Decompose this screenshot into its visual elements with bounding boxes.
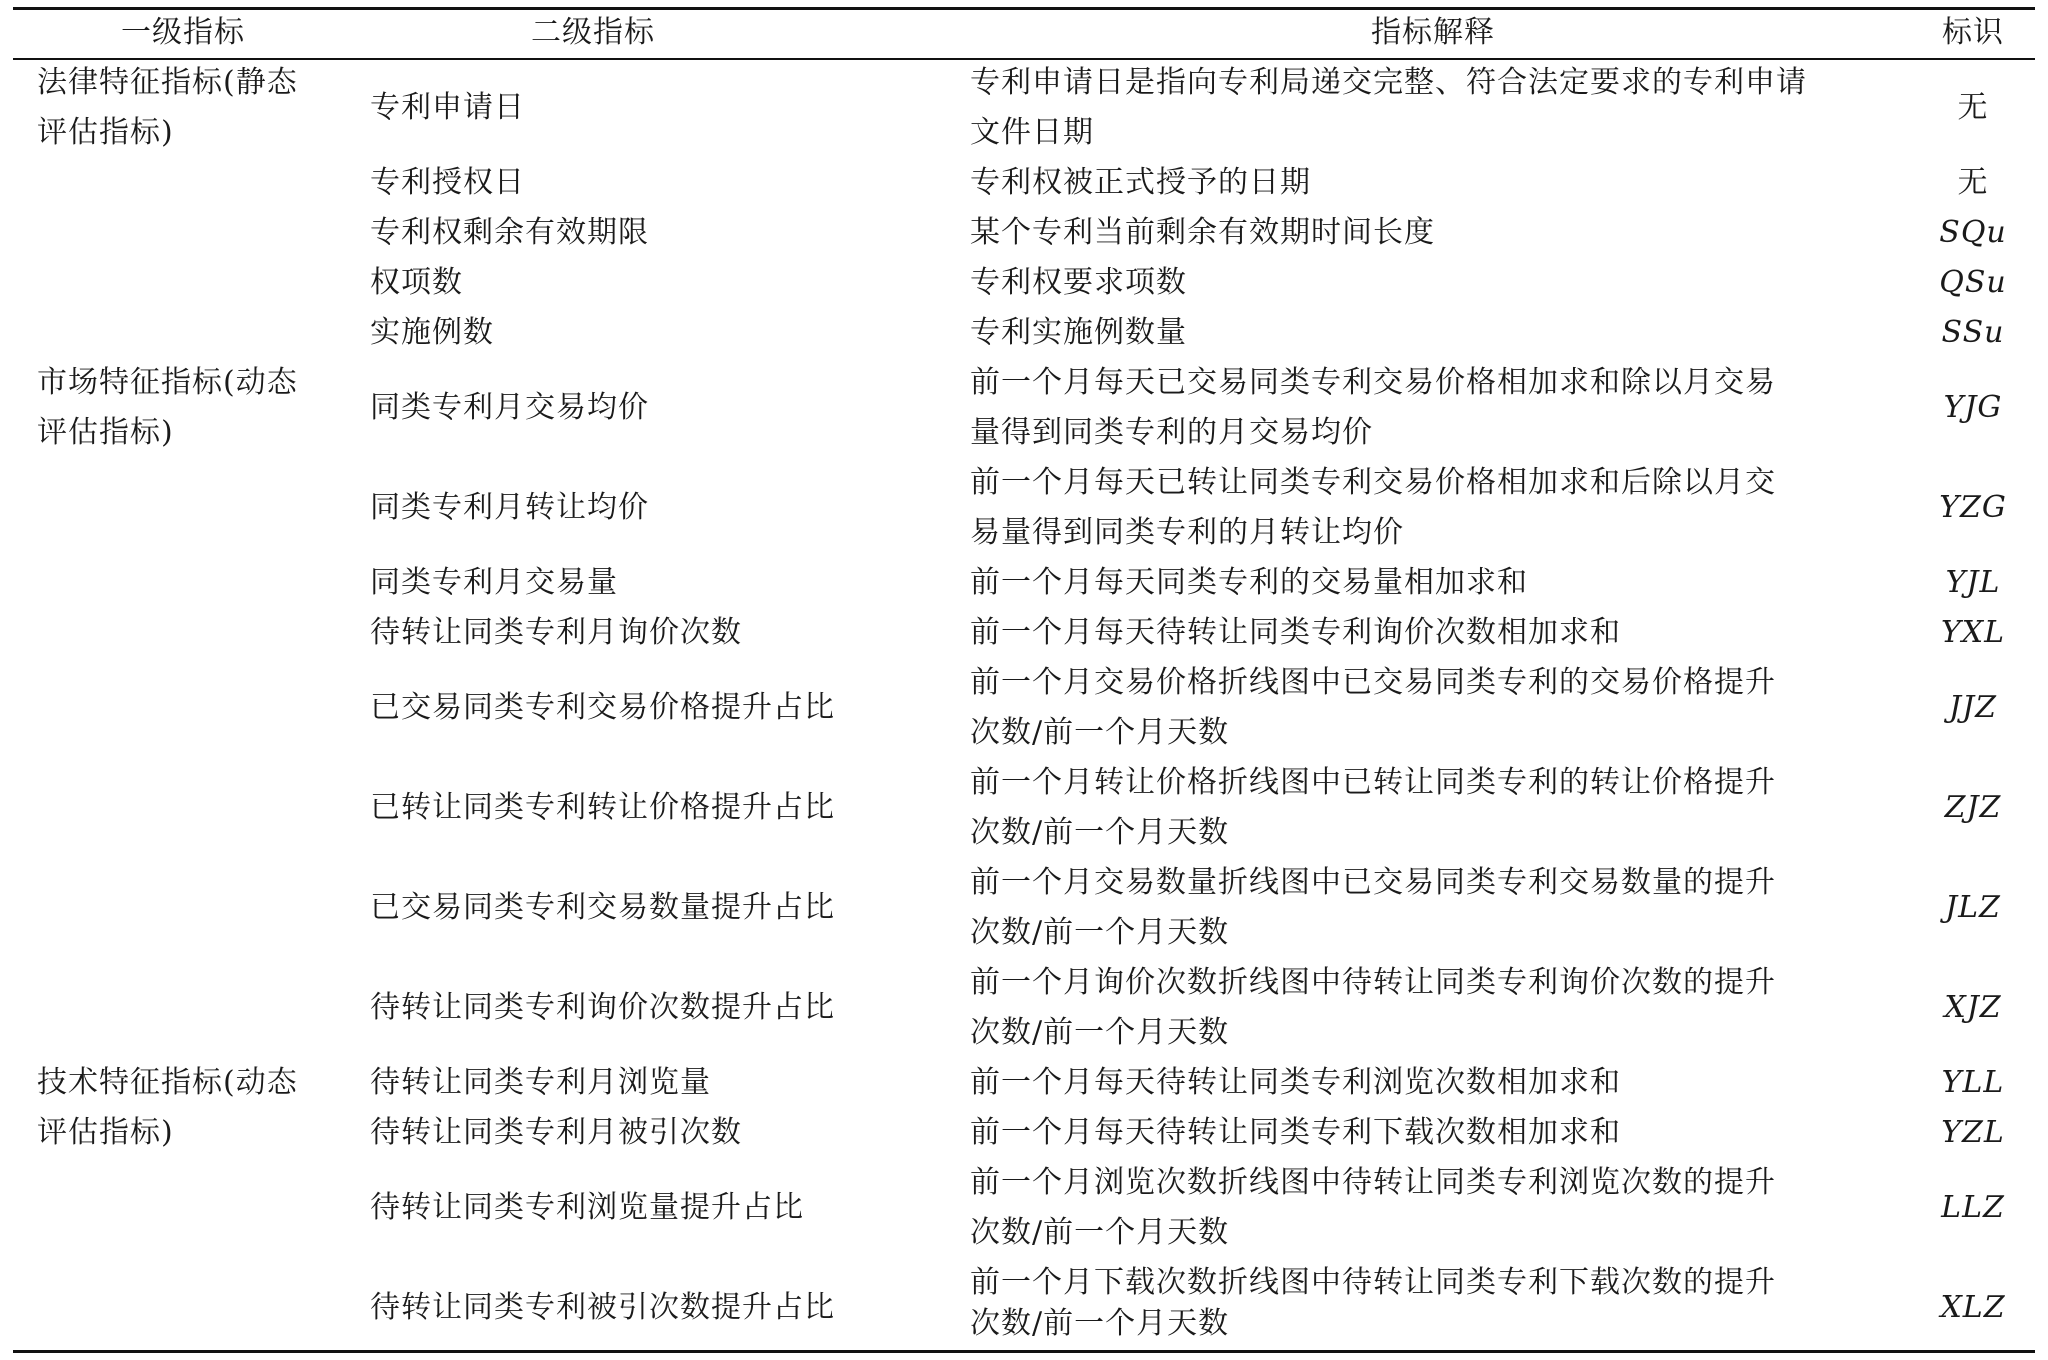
table-row-desc: 某个专利当前剩余有效期时间长度	[970, 215, 1435, 250]
table-row-indicator: 待转让同类专利被引次数提升占比	[370, 1290, 835, 1325]
header-level2: 二级指标	[531, 15, 655, 50]
table-row-desc: 前一个月询价次数折线图中待转让同类专利询价次数的提升	[970, 965, 1776, 1000]
table-row-desc-cont: 次数/前一个月天数	[970, 715, 1230, 750]
table-row-indicator: 待转让同类专利浏览量提升占比	[370, 1190, 804, 1225]
table-row-desc-cont: 次数/前一个月天数	[970, 1015, 1230, 1050]
table-row-desc: 前一个月每天已转让同类专利交易价格相加求和后除以月交	[970, 465, 1776, 500]
table-row-code: JLZ	[1945, 890, 2001, 925]
table-row-code: SQu	[1939, 215, 2007, 250]
table-row-desc: 前一个月浏览次数折线图中待转让同类专利浏览次数的提升	[970, 1165, 1776, 1200]
table-row-code: YZG	[1939, 490, 2007, 525]
table-row-desc-cont: 次数/前一个月天数	[970, 815, 1230, 850]
table-row-code: 无	[1957, 165, 1989, 200]
table-row-indicator: 待转让同类专利月被引次数	[370, 1115, 742, 1150]
table-row-desc: 前一个月交易价格折线图中已交易同类专利的交易价格提升	[970, 665, 1776, 700]
table-row-desc: 前一个月转让价格折线图中已转让同类专利的转让价格提升	[970, 765, 1776, 800]
group-legal-line2: 评估指标)	[37, 115, 174, 150]
table-row-code: XLZ	[1940, 1290, 2006, 1325]
table-row-indicator: 实施例数	[370, 315, 494, 350]
table-row-desc: 前一个月每天同类专利的交易量相加求和	[970, 565, 1528, 600]
table-row-code: ZJZ	[1944, 790, 2002, 825]
table-row-indicator: 已交易同类专利交易价格提升占比	[370, 690, 835, 725]
header-explanation: 指标解释	[1371, 15, 1495, 50]
table-row-code: QSu	[1939, 265, 2007, 300]
table-row-indicator: 专利权剩余有效期限	[370, 215, 649, 250]
group-market-line1: 市场特征指标(动态	[37, 365, 298, 400]
table-row-desc: 前一个月每天待转让同类专利浏览次数相加求和	[970, 1065, 1621, 1100]
table-row-desc-cont: 易量得到同类专利的月转让均价	[970, 515, 1404, 550]
table-row-desc: 专利权被正式授予的日期	[970, 165, 1311, 200]
table-row-desc: 前一个月每天待转让同类专利下载次数相加求和	[970, 1115, 1621, 1150]
table-row-desc-cont: 文件日期	[970, 115, 1094, 150]
table-row-code: YJG	[1943, 390, 2003, 425]
top-rule	[13, 7, 2035, 10]
table-row-desc: 前一个月交易数量折线图中已交易同类专利交易数量的提升	[970, 865, 1776, 900]
group-tech-line2: 评估指标)	[37, 1115, 174, 1150]
table-row-desc: 前一个月每天待转让同类专利询价次数相加求和	[970, 615, 1621, 650]
table-row-code: YJL	[1945, 565, 2001, 600]
table-row-code: YLL	[1941, 1065, 2005, 1100]
table-row-desc: 专利权要求项数	[970, 265, 1187, 300]
table-row-indicator: 已转让同类专利转让价格提升占比	[370, 790, 835, 825]
table-row-desc: 前一个月每天已交易同类专利交易价格相加求和除以月交易	[970, 365, 1776, 400]
table-row-indicator: 专利申请日	[370, 90, 525, 125]
table-row-code: YZL	[1941, 1115, 2005, 1150]
bottom-rule	[13, 1350, 2035, 1353]
table-row-code: XJZ	[1944, 990, 2002, 1025]
table-row-desc-cont: 次数/前一个月天数	[970, 1306, 1230, 1341]
table-row-desc-cont: 量得到同类专利的月交易均价	[970, 415, 1373, 450]
table-row-code: 无	[1957, 90, 1989, 125]
header-code: 标识	[1942, 15, 2004, 50]
table-row-indicator: 同类专利月转让均价	[370, 490, 649, 525]
table-row-indicator: 已交易同类专利交易数量提升占比	[370, 890, 835, 925]
group-legal-line1: 法律特征指标(静态	[37, 65, 298, 100]
table-row-indicator: 待转让同类专利月浏览量	[370, 1065, 711, 1100]
table-row-indicator: 同类专利月交易量	[370, 565, 618, 600]
table-row-indicator: 同类专利月交易均价	[370, 390, 649, 425]
table-row-code: SSu	[1941, 315, 2005, 350]
table-row-code: YXL	[1940, 615, 2006, 650]
table-row-desc: 专利实施例数量	[970, 315, 1187, 350]
header-level1: 一级指标	[121, 15, 245, 50]
table-row-desc: 专利申请日是指向专利局递交完整、符合法定要求的专利申请	[970, 65, 1807, 100]
table-row-desc: 前一个月下载次数折线图中待转让同类专利下载次数的提升	[970, 1265, 1776, 1300]
table-row-indicator: 待转让同类专利月询价次数	[370, 615, 742, 650]
indicator-table	[13, 0, 2035, 1360]
group-market-line2: 评估指标)	[37, 415, 174, 450]
table-row-indicator: 待转让同类专利询价次数提升占比	[370, 990, 835, 1025]
table-row-desc-cont: 次数/前一个月天数	[970, 1215, 1230, 1250]
table-row-indicator: 专利授权日	[370, 165, 525, 200]
table-row-indicator: 权项数	[370, 265, 463, 300]
table-row-code: LLZ	[1941, 1190, 2005, 1225]
group-tech-line1: 技术特征指标(动态	[37, 1065, 298, 1100]
table-row-code: JJZ	[1949, 690, 1997, 725]
table-row-desc-cont: 次数/前一个月天数	[970, 915, 1230, 950]
